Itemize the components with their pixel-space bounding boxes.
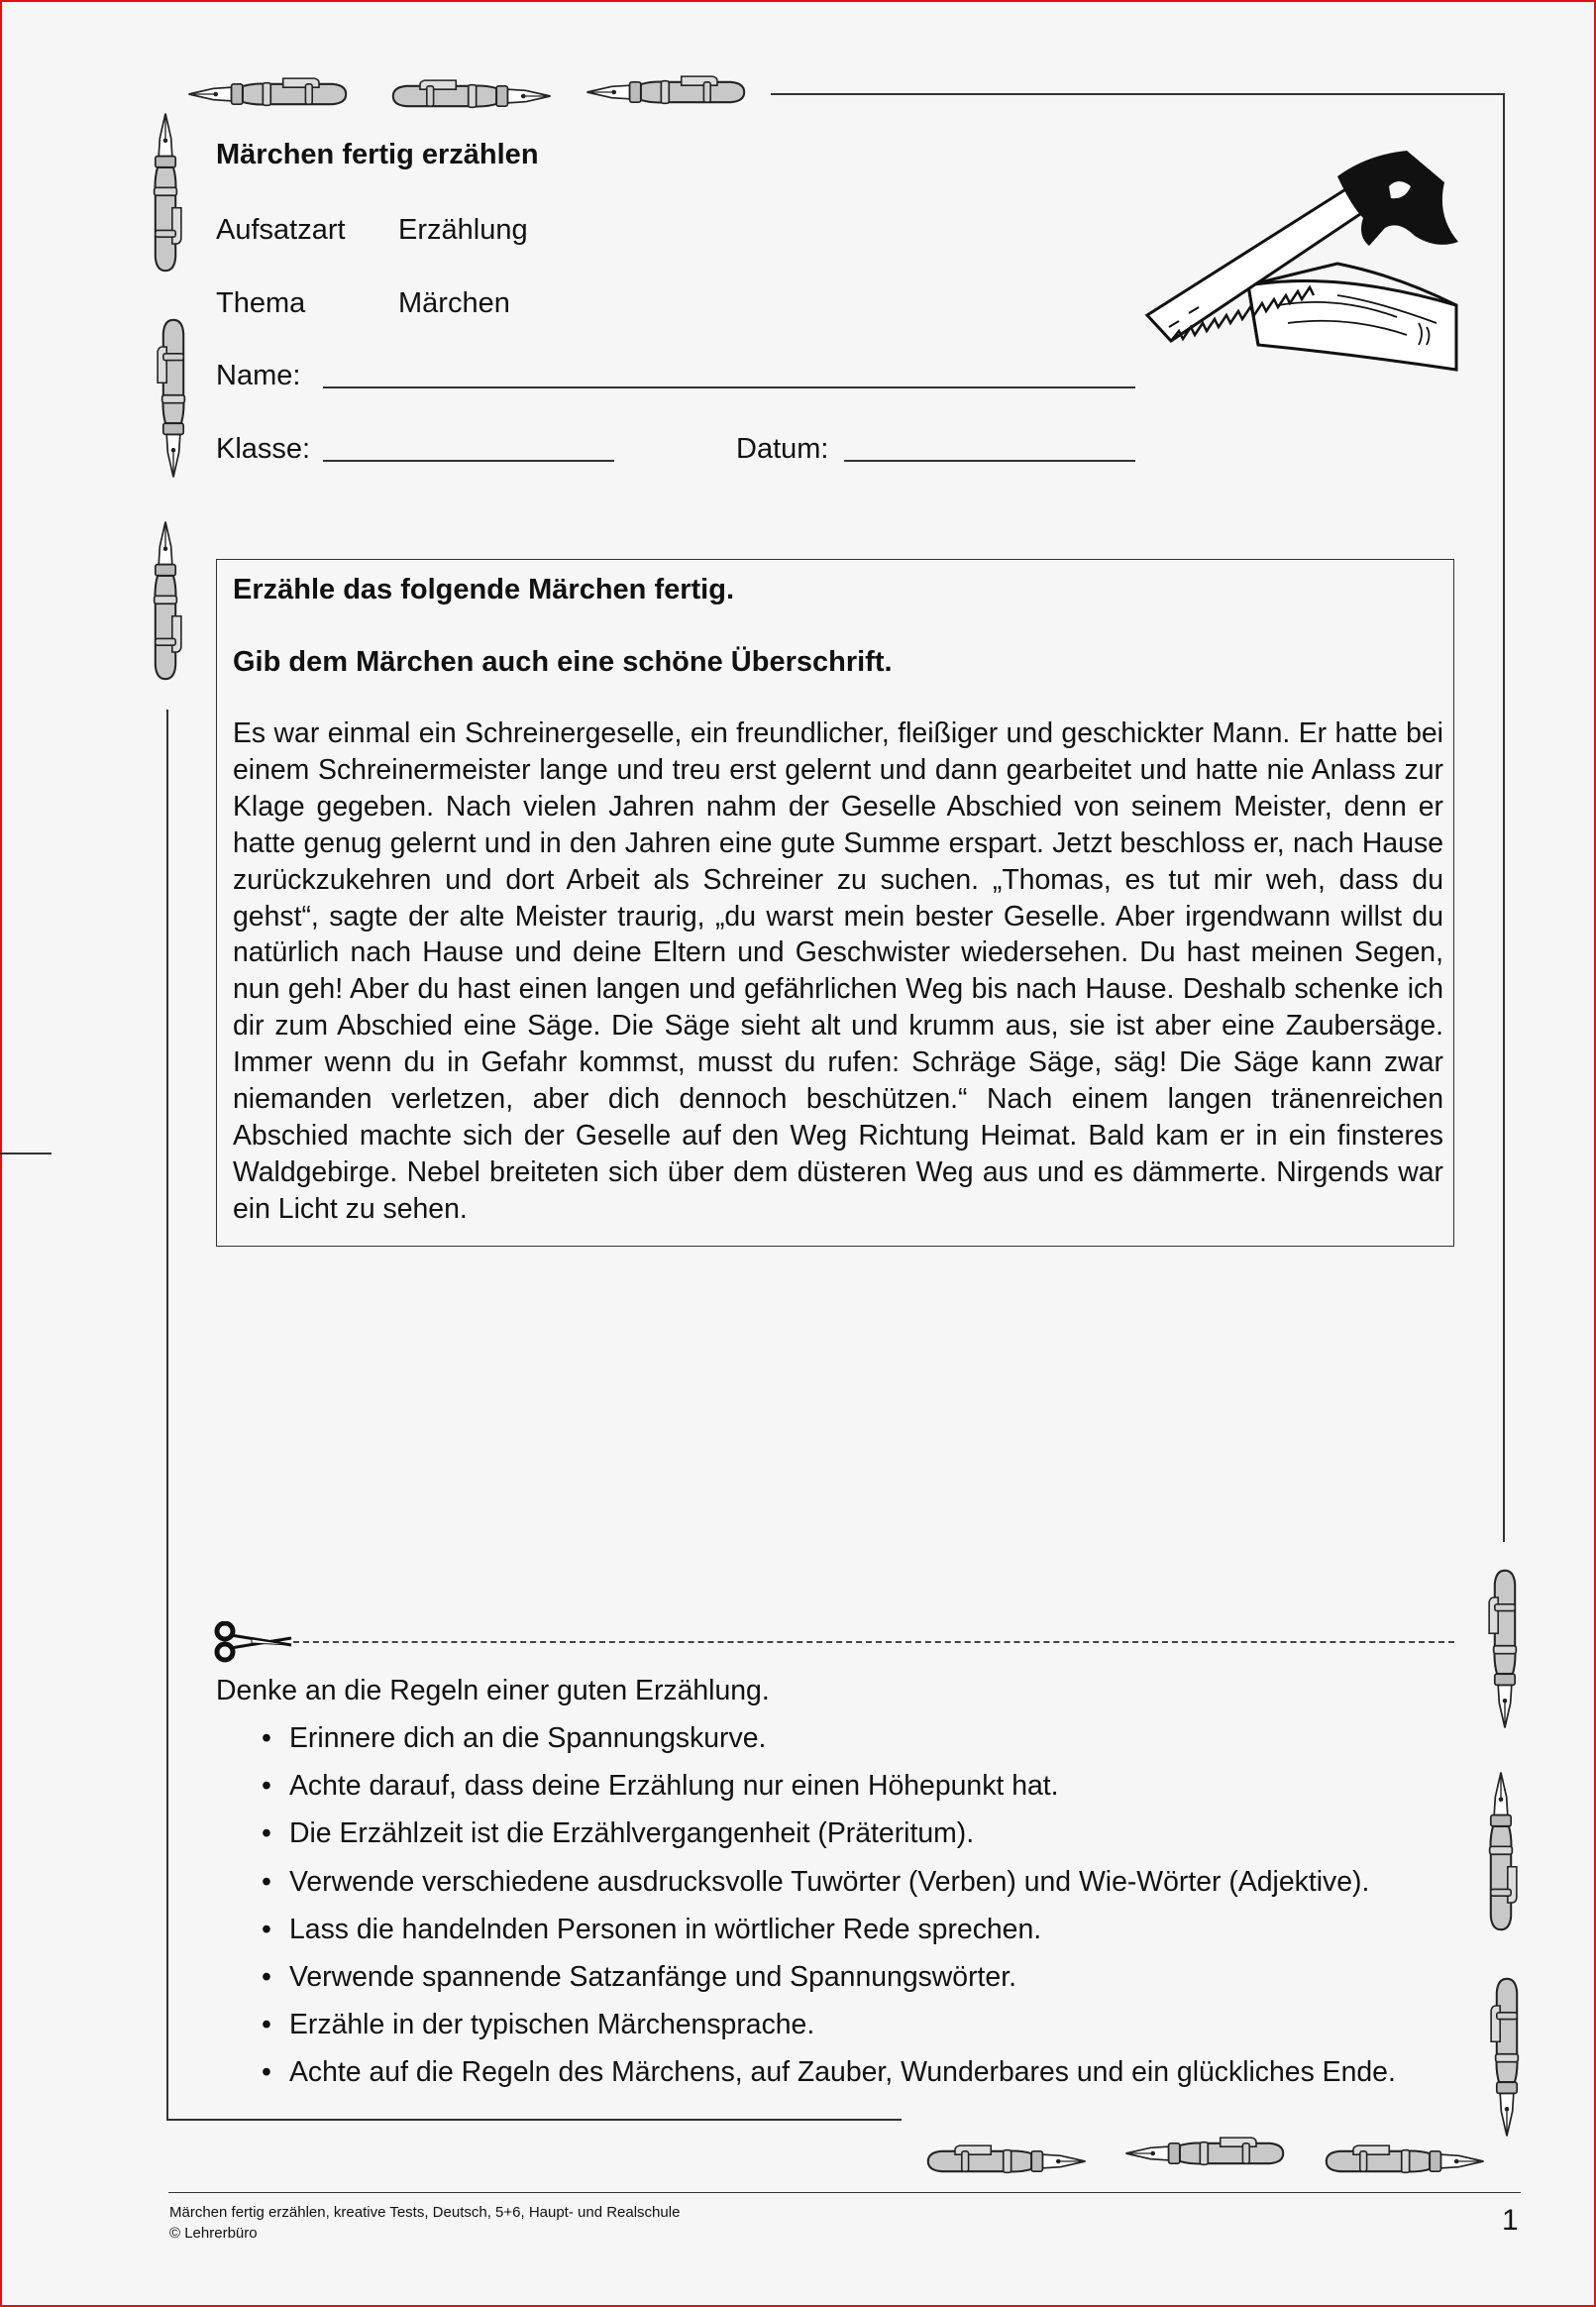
task-box xyxy=(216,559,1454,1247)
date-label: Datum: xyxy=(736,433,829,465)
bullet: • xyxy=(262,1913,271,1945)
bullet: • xyxy=(262,2009,271,2041)
frame-line-left xyxy=(166,710,168,2121)
frame-line-bottom xyxy=(166,2119,902,2121)
name-field[interactable] xyxy=(323,386,1135,388)
topic-value: Märchen xyxy=(398,287,510,319)
frame-line-top xyxy=(771,93,1504,95)
essay-type-value: Erzählung xyxy=(398,214,528,246)
rule-text: Achte auf die Regeln des Märchens, auf Zauber, Wunderbares und ein glückliches Ende. xyxy=(289,2056,1396,2089)
list-item xyxy=(260,2005,1396,2052)
page-number: 1 xyxy=(1502,2204,1519,2237)
fountain-pen-icon xyxy=(1484,1758,1518,1946)
fountain-pen-icon xyxy=(376,79,565,113)
rules-list xyxy=(260,1718,1396,2101)
fountain-pen-icon xyxy=(174,77,363,111)
rule-text: Lass die handelnden Personen in wörtlicher Rede sprechen. xyxy=(289,1913,1042,1945)
list-item xyxy=(260,2052,1396,2100)
rule-text: Achte darauf, dass deine Erzählung nur einen Höhepunkt hat. xyxy=(289,1770,1059,1803)
task-heading-retell: Erzähle das folgende Märchen fertig. xyxy=(233,574,734,605)
date-field[interactable] xyxy=(844,460,1135,462)
footer-copyright: © Lehrerbüro xyxy=(169,2225,258,2242)
fountain-pen-icon xyxy=(149,507,182,696)
fountain-pen-icon xyxy=(1488,1554,1522,1742)
list-item xyxy=(260,1862,1396,1910)
rule-text: Verwende spannende Satzanfänge und Spannungswörter. xyxy=(289,1960,1016,1993)
scissors-icon xyxy=(212,1621,295,1663)
fountain-pen-icon xyxy=(149,99,182,287)
bullet: • xyxy=(262,1865,271,1898)
class-label: Klasse: xyxy=(216,433,311,465)
fountain-pen-icon xyxy=(1310,2144,1498,2178)
bullet: • xyxy=(262,1960,271,1993)
story-text: Es war einmal ein Schreinergeselle, ein freundlicher, fleißiger und geschickter Mann. Er hatte bei einem Schreinermeister lange und treu erst gelernt und dann gearbeitet und hatte nie Anlass zur Klage gegeben. Nach vielen Jahren nahm der Geselle Abschied von seinem Meister, denn er hatte genug gelernt und in den Jahren eine gute Summe erspart. Jetzt beschloss er, nach Hause zurückzukehren und dort Arbeit als Schreiner zu suchen. „Thomas, es tut mir weh, dass du gehst“, sagte der alte Meister traurig, „du warst mein bester Geselle. Aber irgendwann willst du natürlich nach Hause und deine Eltern und Geschwister wiedersehen. Du hast meinen Segen, nun geh! Aber du hast einen langen und gefährlichen Weg bis nach Hause. Deshalb schenke ich dir zum Abschied eine Säge. Die Säge sieht alt und krumm aus, sie ist aber eine Zaubersäge. Immer wenn du in Gefahr kommst, musst du rufen: Schräge Säge, säg! Die Säge kann zwar niemanden verletzen, aber dich dennoch beschützen.“ Nach einem langen tränenreichen Abschied machte sich der Geselle auf den Weg Richtung Heimat. Bald kam er in ein finsteres Waldgebirge. Nebel breiteten sich über dem düsteren Weg aus und es dämmerte. Nirgends war ein Licht zu sehen. xyxy=(233,717,1443,1225)
cut-line xyxy=(293,1641,1454,1643)
list-item xyxy=(260,1910,1396,1957)
fountain-pen-icon xyxy=(1112,2137,1300,2170)
class-field[interactable] xyxy=(323,460,614,462)
footer-credit: Märchen fertig erzählen, kreative Tests, Deutsch, 5+6, Haupt- und Realschule xyxy=(169,2204,681,2221)
saw-and-wood-icon xyxy=(1139,147,1466,375)
list-item xyxy=(260,1766,1396,1813)
fountain-pen-icon xyxy=(573,75,761,109)
footer-rule xyxy=(168,2192,1521,2193)
fold-mark xyxy=(0,1153,52,1154)
rule-text: Die Erzählzeit ist die Erzählvergangenheit (Präteritum). xyxy=(289,1817,975,1850)
bullet: • xyxy=(262,2056,271,2089)
frame-line-right xyxy=(1503,93,1505,1542)
list-item xyxy=(260,1957,1396,2005)
name-label: Name: xyxy=(216,360,301,391)
list-item xyxy=(260,1718,1396,1766)
fountain-pen-icon xyxy=(911,2144,1100,2178)
rule-text: Erinnere dich an die Spannungskurve. xyxy=(289,1722,767,1754)
list-item xyxy=(260,1813,1396,1861)
rule-text: Erzähle in der typischen Märchensprache. xyxy=(289,2009,815,2041)
topic-label: Thema xyxy=(216,287,306,319)
bullet: • xyxy=(262,1722,271,1754)
rule-text: Verwende verschiedene ausdrucksvolle Tuwörter (Verben) und Wie-Wörter (Adjektive). xyxy=(289,1865,1370,1898)
fountain-pen-icon xyxy=(1490,1962,1524,2150)
essay-type-label: Aufsatzart xyxy=(216,214,346,246)
bullet: • xyxy=(262,1817,271,1850)
task-heading-title: Gib dem Märchen auch eine schöne Überschrift. xyxy=(233,646,893,678)
worksheet-title: Märchen fertig erzählen xyxy=(216,139,539,170)
fountain-pen-icon xyxy=(157,303,190,492)
bullet: • xyxy=(262,1770,271,1803)
hints-intro: Denke an die Regeln einer guten Erzählung. xyxy=(216,1675,770,1706)
